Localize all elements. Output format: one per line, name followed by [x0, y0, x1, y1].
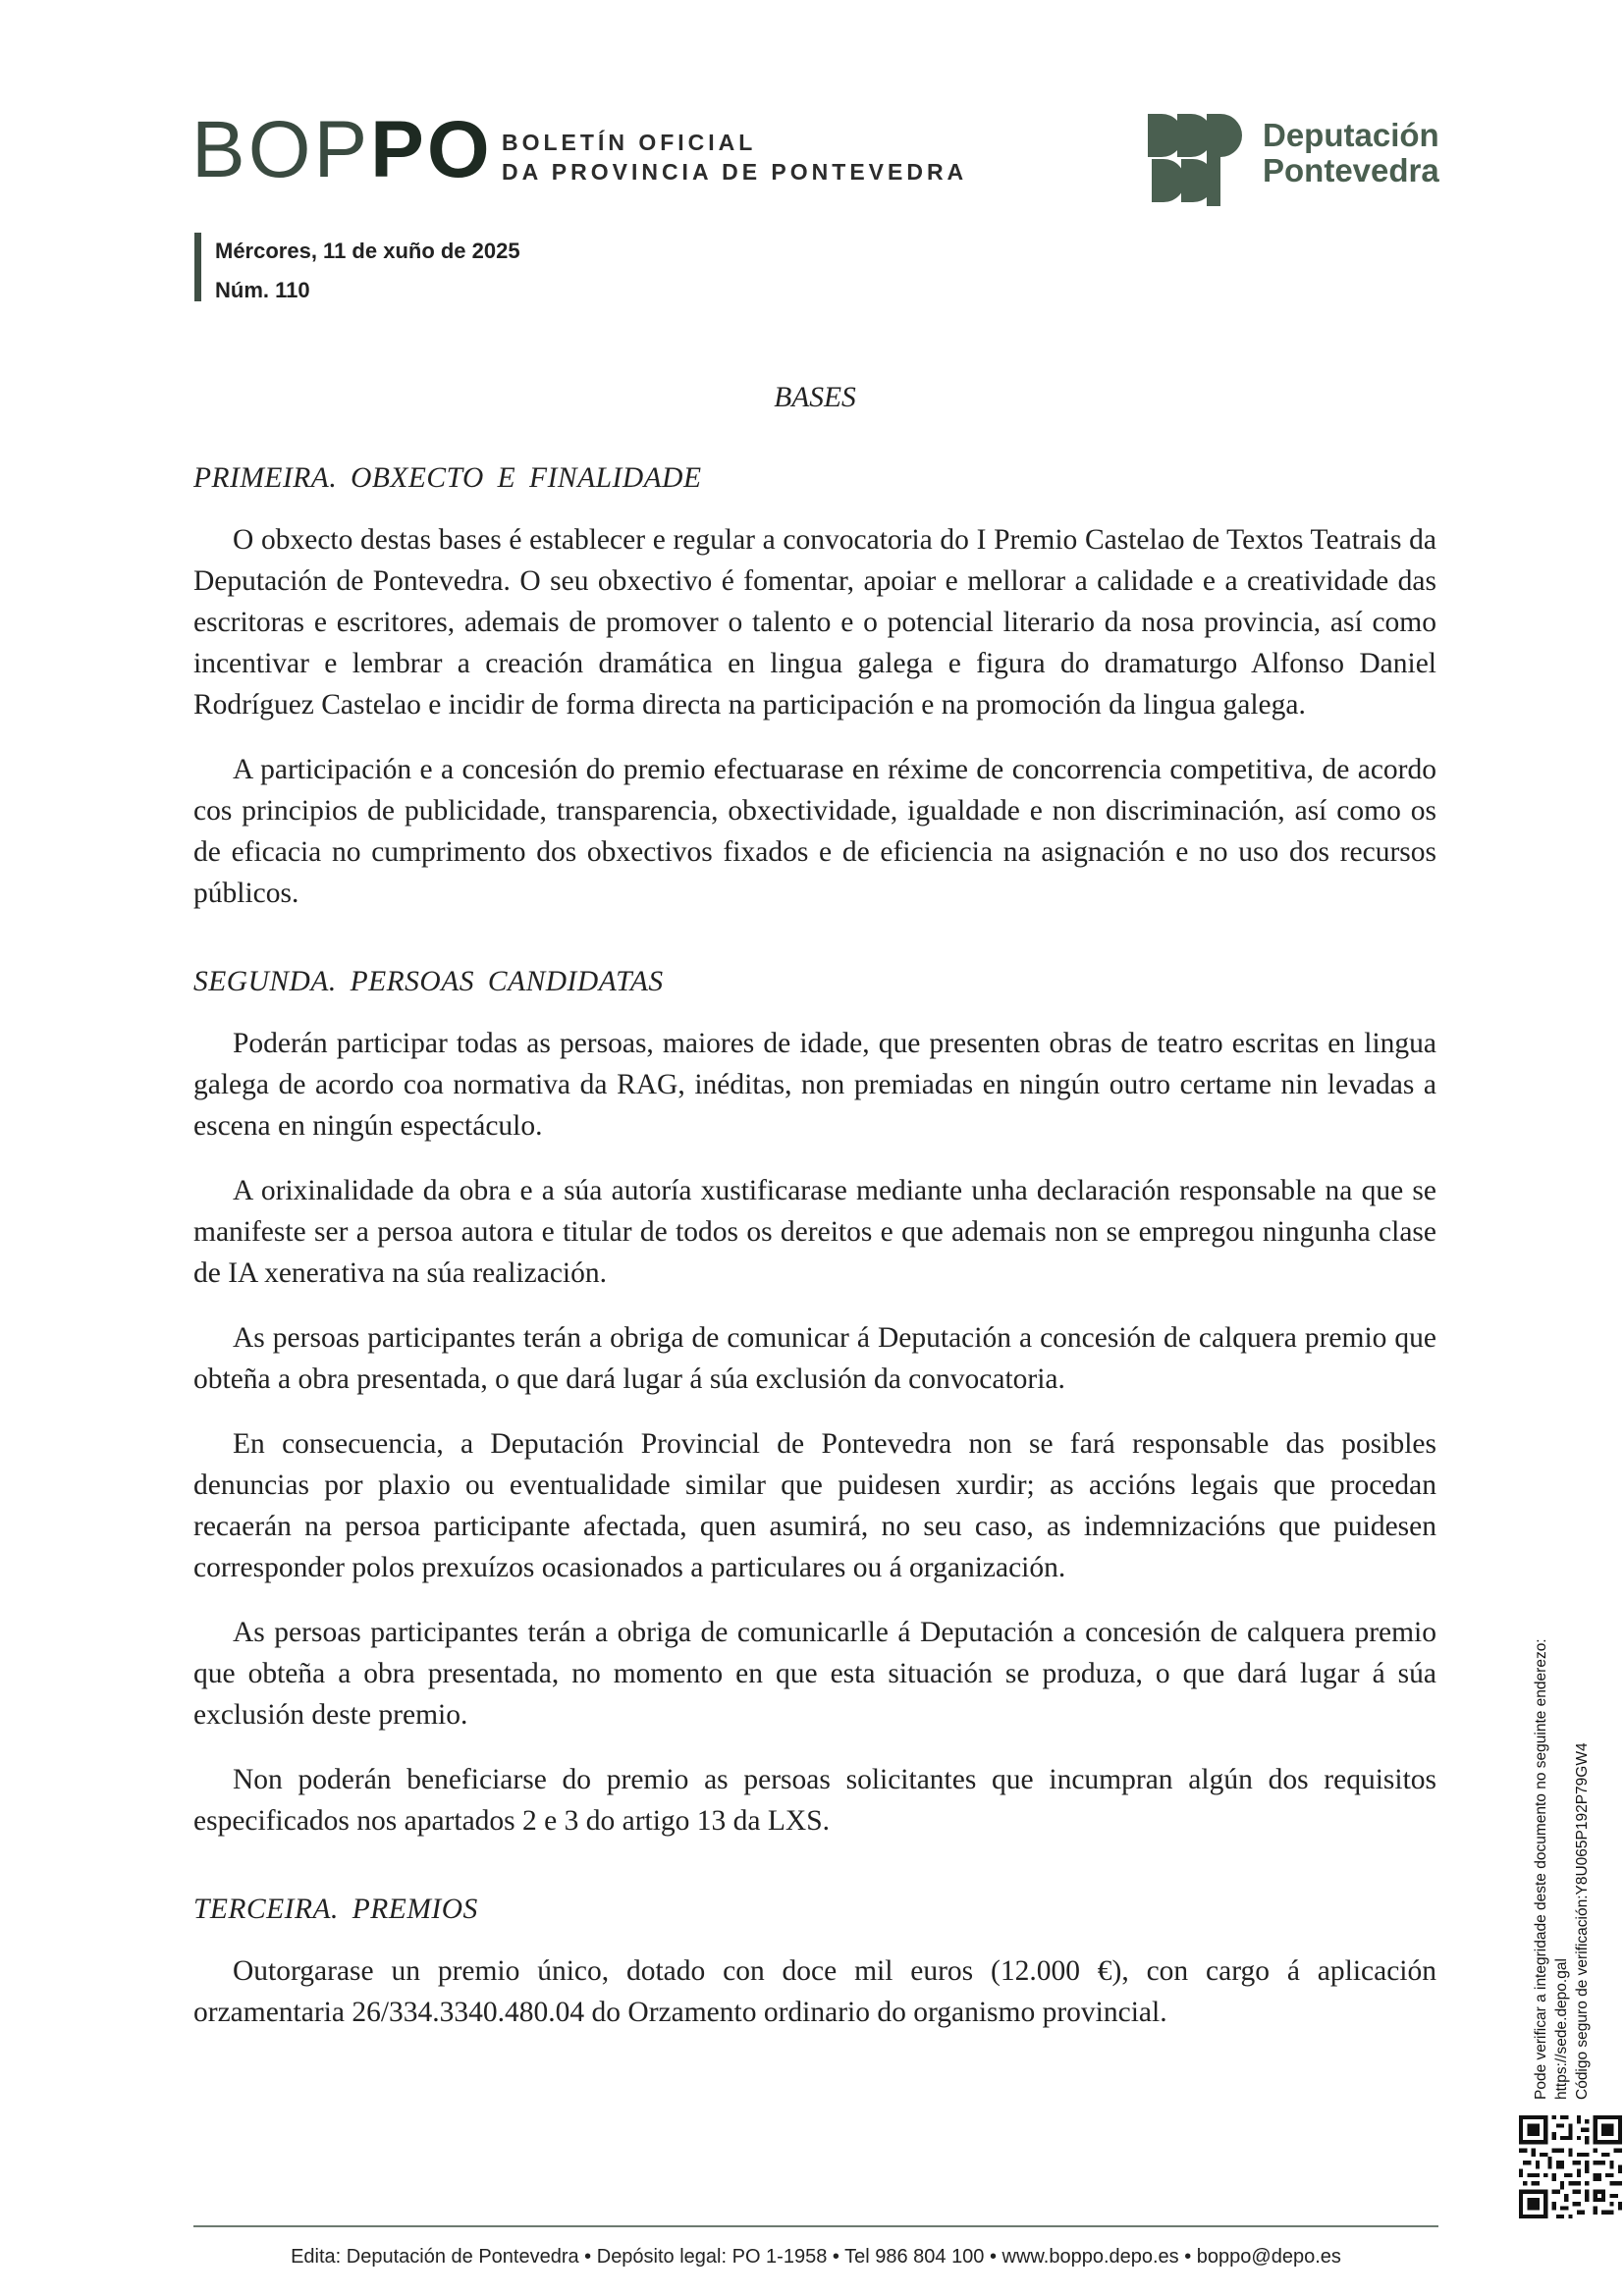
- section-heading: PRIMEIRA. OBXECTO E FINALIDADE: [193, 462, 702, 494]
- issue-number: Núm. 110: [215, 278, 310, 302]
- brand-subtitle-line1: BOLETÍN OFICIAL: [502, 130, 757, 155]
- section-heading: TERCEIRA. PREMIOS: [193, 1894, 478, 1925]
- verification-code: Código seguro de verificación:Y8U065P192P79GW4: [1574, 1742, 1591, 2100]
- qr-code-icon: [1519, 2115, 1622, 2218]
- paragraph: Poderán participar todas as persoas, maiores de idade, que presenten obras de teatro escritas en lingua galega de acordo coa normativa da RAG, inéditas, non premiadas en ningún outro certame nin levadas a escena en ningún espectáculo.: [193, 1028, 1436, 1142]
- brand-subtitle: [502, 128, 967, 187]
- deputacion-logo-icon: [1148, 114, 1252, 206]
- boppo-logo: [191, 105, 493, 194]
- issue-info: [215, 232, 520, 310]
- paragraph: O obxecto destas bases é establecer e regular a convocatoria do I Premio Castelao de Textos Teatrais da Deputación de Pontevedra. O seu obxectivo é fomentar, apoiar e mellorar a calidade e a creatividade das escritoras e escritores, ademais de promover o talento e o potencial literario da nosa provincia, así como incentivar e lembrar a creación dramática en lingua galega e figura do dramaturgo Alfonso Daniel Rodríguez Castelao e incidir de forma directa na participación e na promoción da lingua galega.: [193, 524, 1436, 721]
- publisher-logo-line2: Pontevedra: [1263, 152, 1439, 188]
- section-segunda: [193, 961, 1436, 1842]
- verification-line1: Pode verificar a integridade deste documento no seguinte enderezo:: [1533, 1638, 1549, 2100]
- issue-date: Mércores, 11 de xuño de 2025: [215, 239, 520, 263]
- verification-block: [1531, 1599, 1590, 2100]
- document-title: BASES: [774, 382, 856, 413]
- brand-subtitle-line2: DA PROVINCIA DE PONTEVEDRA: [502, 159, 968, 185]
- paragraph: A orixinalidade da obra e a súa autoría xustificarase mediante unha declaración responsable na que se manifeste ser a persoa autora e titular de todos os dereitos e que ademais non se empregou ningunha clase de IA xenerativa na súa realización.: [193, 1175, 1436, 1289]
- brand-mark-bold: PO: [370, 105, 493, 194]
- publisher-logo-text: [1263, 118, 1439, 188]
- paragraph: Non poderán beneficiarse do premio as persoas solicitantes que incumpran algún dos requisitos especificados nos apartados 2 e 3 do artigo 13 da LXS.: [193, 1764, 1436, 1837]
- footer-imprint: Edita: Deputación de Pontevedra • Depósito legal: PO 1-1958 • Tel 986 804 100 • www.boppo.depo.es • boppo@depo.es: [291, 2246, 1341, 2268]
- publisher-logo-line1: Deputación: [1263, 117, 1439, 153]
- brand-mark-regular: BOP: [191, 105, 371, 194]
- verification-text: [1531, 1599, 1590, 2100]
- paragraph: En consecuencia, a Deputación Provincial de Pontevedra non se fará responsable das posibles denuncias por plaxio ou eventualidade similar que puidesen xurdir; as accións legais que procedan recaerán na persoa participante afectada, quen asumirá, no seu caso, as indemnizacións que puidesen corresponder polos prexuízos ocasionados a particulares ou á organización.: [193, 1428, 1436, 1583]
- section-terceira: [193, 1889, 1436, 2033]
- paragraph: As persoas participantes terán a obriga de comunicarlle á Deputación a concesión de calquera premio que obteña a obra presentada, no momento en que esta situación se produza, o que dará lugar á súa exclusión deste premio.: [193, 1617, 1436, 1731]
- verification-url[interactable]: https://sede.depo.gal: [1553, 1958, 1570, 2100]
- issue-accent-bar: [194, 233, 201, 301]
- section-heading: SEGUNDA. PERSOAS CANDIDATAS: [193, 966, 664, 997]
- paragraph: A participación e a concesión do premio efectuarase en réxime de concorrencia competitiva, de acordo cos principios de publicidade, transparencia, obxectividade, igualdade e non discriminación, así como os de eficacia no cumprimento dos obxectivos fixados e de eficiencia na asignación e no uso dos recursos públicos.: [193, 754, 1436, 909]
- paragraph: As persoas participantes terán a obriga de comunicar á Deputación a concesión de calquera premio que obteña a obra presentada, o que dará lugar á súa exclusión da convocatoria.: [193, 1322, 1436, 1395]
- document-body: [193, 377, 1436, 2056]
- paragraph: Outorgarase un premio único, dotado con doce mil euros (12.000 €), con cargo á aplicación orzamentaria 26/334.3340.480.04 do Orzamento ordinario do organismo provincial.: [193, 1955, 1436, 2028]
- section-primeira: [193, 457, 1436, 914]
- footer-divider: [193, 2225, 1438, 2227]
